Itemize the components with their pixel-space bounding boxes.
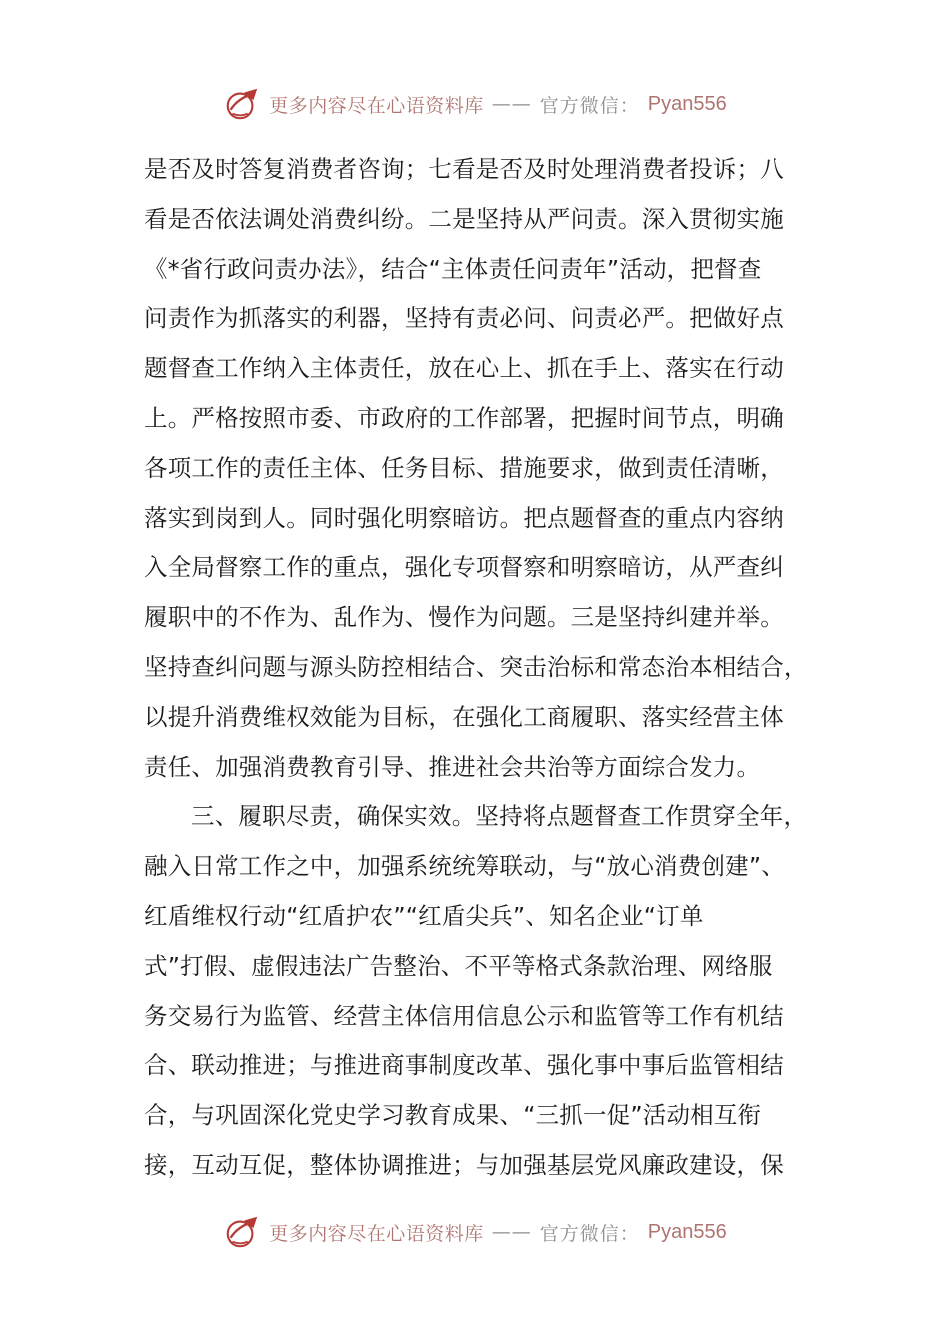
footer-watermark <box>0 1210 950 1254</box>
header-watermark <box>0 82 950 126</box>
text-line: 式”打假、虚假违法广告整治、不平等格式条款治理、网络服 <box>144 951 773 980</box>
text-line: 接，互动互促，整体协调推进；与加强基层党风廉政建设，保 <box>144 1150 784 1179</box>
text-line: 题督查工作纳入主体责任，放在心上、抓在手上、落实在行动 <box>144 354 784 383</box>
text-line: 务交易行为监管、经营主体信用信息公示和监管等工作有机结 <box>144 1001 784 1030</box>
text-line: 各项工作的责任主体、任务目标、措施要求，做到责任清晰， <box>144 453 784 482</box>
text-line: 坚持查纠问题与源头防控相结合、突击治标和常态治本相结合， <box>144 652 808 681</box>
text-line: 问责作为抓落实的利器，坚持有责必问、问责必严。把做好点 <box>144 304 784 333</box>
watermark-label: 官方微信： <box>539 94 640 117</box>
watermark-label: 官方微信： <box>539 1222 640 1245</box>
text-line: 红盾维权行动“红盾护农”“红盾尖兵”、知名企业“订单 <box>144 901 704 930</box>
text-line: 看是否依法调处消费纠纷。二是坚持从严问责。深入贯彻实施 <box>144 204 784 233</box>
watermark-brand-text: 更多内容尽在心语资料库 <box>269 1222 484 1245</box>
text-line: 入全局督察工作的重点，强化专项督察和明察暗访，从严查纠 <box>144 553 784 582</box>
text-line: 履职中的不作为、乱作为、慢作为问题。三是坚持纠建并举。 <box>144 603 784 632</box>
document-body <box>144 145 820 1191</box>
text-line: 融入日常工作之中，加强系统统筹联动，与“放心消费创建”、 <box>144 852 785 881</box>
text-line: 责任、加强消费教育引导、推进社会共治等方面综合发力。 <box>144 752 761 781</box>
watermark-code: Pyan556 <box>647 1220 727 1243</box>
text-line: 以提升消费维权效能为目标，在强化工商履职、落实经营主体 <box>144 702 784 731</box>
watermark-dash: —— <box>491 1221 532 1243</box>
watermark-dash: —— <box>491 93 532 115</box>
text-line: 《*省行政问责办法》，结合“主体责任问责年”活动，把督查 <box>144 254 762 283</box>
section-heading-line: 三、履职尽责，确保实效。坚持将点题督查工作贯穿全年， <box>191 802 808 831</box>
watermark-code: Pyan556 <box>647 92 727 115</box>
text-line: 是否及时答复消费者咨询；七看是否及时处理消费者投诉；八 <box>144 155 784 183</box>
pen-nib-swirl-logo-icon <box>223 85 261 123</box>
watermark-brand-text: 更多内容尽在心语资料库 <box>269 94 484 117</box>
pen-nib-swirl-logo-icon <box>223 1213 261 1251</box>
text-line: 合，与巩固深化党史学习教育成果、“三抓一促”活动相互衔 <box>144 1101 762 1130</box>
text-line: 合、联动推进；与推进商事制度改革、强化事中事后监管相结 <box>144 1051 784 1080</box>
text-line: 上。严格按照市委、市政府的工作部署，把握时间节点，明确 <box>144 403 784 432</box>
text-line: 落实到岗到人。同时强化明察暗访。把点题督查的重点内容纳 <box>144 503 784 532</box>
